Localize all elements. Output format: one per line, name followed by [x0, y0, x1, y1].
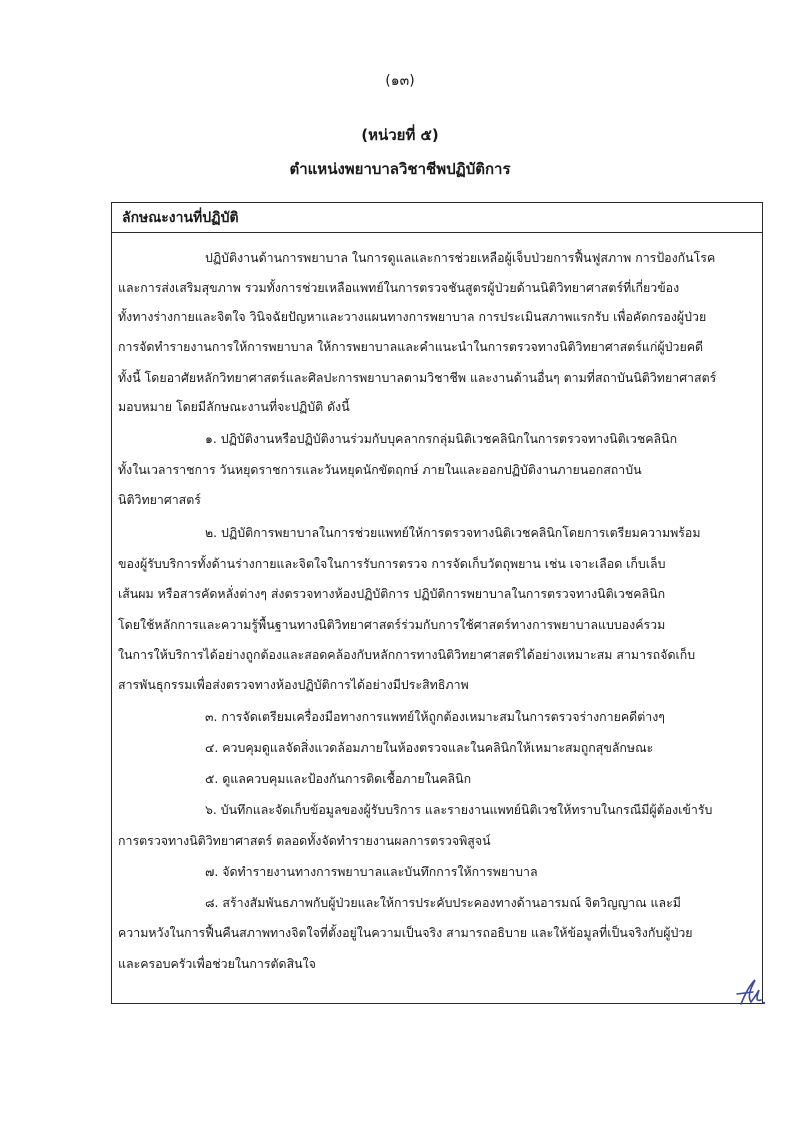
text-line: ๓. การจัดเตรียมเครื่องมือทางการแพทย์ให้ถูกต้องเหมาะสมในการตรวจร่างกายคดีต่างๆ: [205, 709, 665, 724]
text-line: เส้นผม หรือสารคัดหลั่งต่างๆ ส่งตรวจทางห้องปฏิบัติการ ปฏิบัติการพยาบาลในการตรวจทางนิติเวชคลินิก: [118, 586, 666, 601]
text-line: และการส่งเสริมสุขภาพ รวมทั้งการช่วยเหลือแพทย์ในการตรวจชันสูตรผู้ป่วยด้านนิติวิทยาศาสตร์ที่เกี่ยวข้อง: [118, 280, 680, 295]
text-line: โดยใช้หลักการและความรู้พื้นฐานทางนิติวิทยาศาสตร์ร่วมกับการใช้ศาสตร์ทางการพยาบาลแบบองค์รวม: [118, 617, 666, 632]
text-line: ๗. จัดทำรายงานทางการพยาบาลและบันทึกการให้การพยาบาล: [205, 864, 538, 879]
text-line: ในการให้บริการได้อย่างถูกต้องและสอดคล้องกับหลักการทางนิติวิทยาศาสตร์ได้อย่างเหมาะสม สามารถจัดเก็บ: [118, 647, 696, 662]
text-line: ๒. ปฏิบัติการพยาบาลในการช่วยแพทย์ให้การตรวจทางนิติเวชคลินิกโดยการเตรียมความพร้อม: [205, 525, 701, 540]
text-line: ความหวังในการฟื้นคืนสภาพทางจิตใจที่ตั้งอยู่ในความเป็นจริง สามารถอธิบาย และให้ข้อมูลที่เป็นจริงกับผู้ป่วย: [118, 925, 693, 940]
text-line: ๖. บันทึกและจัดเก็บข้อมูลของผู้รับบริการ และรายงานแพทย์นิติเวชให้ทราบในกรณีมีผู้ต้องเข้ารับ: [205, 802, 713, 817]
text-line: ทั้งทางร่างกายและจิตใจ วินิจฉัยปัญหาและวางแผนทางการพยาบาล การประเมินสภาพแรกรับ เพื่อคัดกรองผู้ป่วย: [118, 309, 707, 324]
text-line: ทั้งนี้ โดยอาศัยหลักวิทยาศาสตร์และศิลปะการพยาบาลตามวิชาชีพ และงานด้านอื่นๆ ตามที่สถาบันนิติวิทยาศาสตร์: [118, 370, 717, 385]
text-line: สารพันธุกรรมเพื่อส่งตรวจทางห้องปฏิบัติการได้อย่างมีประสิทธิภาพ: [118, 677, 469, 692]
text-line: ๘. สร้างสัมพันธภาพกับผู้ป่วยและให้การประคับประคองทางด้านอารมณ์ จิตวิญญาณ และมี: [205, 895, 681, 910]
text-line: นิติวิทยาศาสตร์: [118, 492, 201, 507]
text-line: และครอบครัวเพื่อช่วยในการตัดสินใจ: [118, 956, 316, 971]
text-line: การตรวจทางนิติวิทยาศาสตร์ ตลอดทั้งจัดทำรายงานผลการตรวจพิสูจน์: [118, 833, 491, 848]
text-line: ปฏิบัติงานด้านการพยาบาล ในการดูแลและการช่วยเหลือผู้เจ็บป่วยการฟื้นฟูสภาพ การป้องกันโรค: [205, 250, 716, 265]
position-title: ตำแหน่งพยาบาลวิชาชีพปฏิบัติการ: [289, 160, 511, 178]
unit-title: (หน่วยที่ ๕): [361, 126, 439, 144]
text-line: ๑. ปฏิบัติงานหรือปฏิบัติงานร่วมกับบุคลากรกลุ่มนิติเวชคลินิกในการตรวจทางนิติเวชคลินิก: [205, 431, 678, 446]
text-line: ของผู้รับบริการทั้งด้านร่างกายและจิตใจในการรับการตรวจ การจัดเก็บวัตถุพยาน เช่น เจาะเลือด เก็บเล็บ: [118, 556, 666, 571]
section-header: ลักษณะงานที่ปฏิบัติ: [112, 203, 762, 233]
text-line: มอบหมาย โดยมีลักษณะงานที่จะปฏิบัติ ดังนี้: [118, 399, 350, 414]
text-line: ๕. ดูแลควบคุมและป้องกันการติดเชื้อภายในคลินิก: [205, 771, 472, 786]
text-line: ทั้งในเวลาราชการ วันหยุดราชการและวันหยุดนักขัตฤกษ์ ภายในและออกปฏิบัติงานภายนอกสถาบัน: [118, 462, 642, 477]
page-number: (๑๓): [385, 73, 415, 89]
text-line: ๔. ควบคุมดูแลจัดสิ่งแวดล้อมภายในห้องตรวจและในคลินิกให้เหมาะสมถูกสุขลักษณะ: [205, 740, 654, 755]
signature-mark: [733, 976, 767, 1010]
text-line: การจัดทำรายงานการให้การพยาบาล ให้การพยาบาลและคำแนะนำในการตรวจทางนิติวิทยาศาสตร์แก่ผู้ป่วยคดี: [118, 339, 704, 354]
